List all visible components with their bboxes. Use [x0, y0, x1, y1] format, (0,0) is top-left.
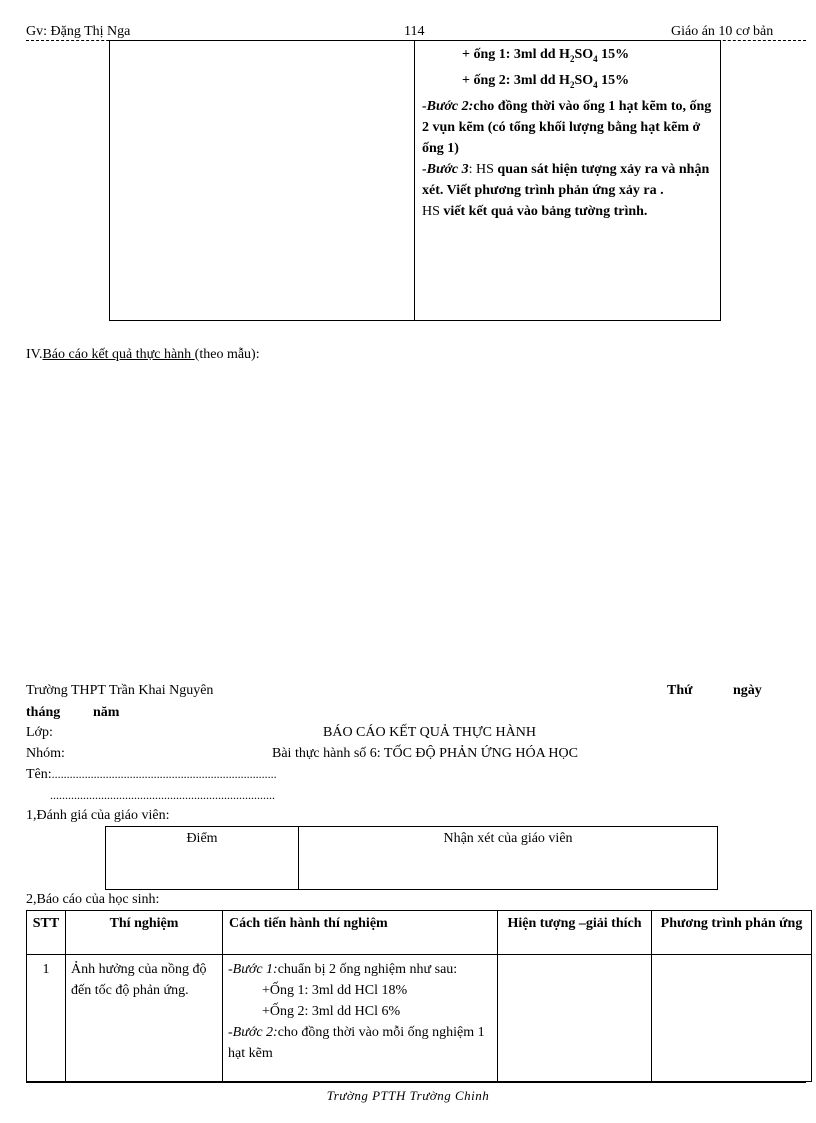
row-stt: 1 — [27, 955, 66, 1082]
teacher-eval-table — [105, 826, 718, 890]
header-course: Giáo án 10 cơ bản — [671, 24, 774, 39]
report-title: BÁO CÁO KẾT QUẢ THỰC HÀNH — [323, 725, 536, 740]
student-report-label: 2,Báo cáo của học sinh: — [26, 892, 160, 907]
procedure-table-divider — [414, 40, 415, 321]
tube2-line: + ống 2: 3ml dd $H_2SO_4$ 15% — [462, 72, 630, 90]
label-nhom: Nhóm: — [26, 746, 65, 761]
col-equation: Phương trình phản ứng — [652, 911, 812, 955]
tube1-line: + ống 1: 3ml dd $H_2SO_4$ 15% — [462, 47, 630, 64]
procedure-text — [422, 44, 718, 222]
step3: -Bước 3: HS quan sát hiện tượng xảy ra và nhận xét. Viết phương trình phản ứng xảy ra . — [422, 161, 710, 198]
col-method: Cách tiến hành thí nghiệm — [223, 911, 498, 955]
footer-text: Trường PTTH Trường Chinh — [326, 1088, 490, 1103]
row-experiment: Ảnh hưởng của nồng độ đến tốc độ phản ứng. — [66, 955, 223, 1082]
step2: -Bước 2:cho đồng thời vào ống 1 hạt kẽm to, ống 2 vụn kẽm (có tổng khối lượng bằng hạt kẽm ở ống 1) — [422, 98, 712, 156]
score-header: Điểm — [106, 827, 299, 890]
header-teacher: Gv: Đặng Thị Nga — [26, 24, 131, 39]
teacher-eval-label: 1,Đánh giá của giáo viên: — [26, 808, 170, 823]
section-4-heading: IV.Báo cáo kết quả thực hành (theo mẫu): — [26, 347, 260, 362]
comment-header: Nhận xét của giáo viên — [299, 827, 718, 890]
row-equation — [652, 955, 812, 1082]
date-thang: tháng — [26, 705, 61, 720]
page-number: 114 — [404, 24, 425, 39]
row-method: -Bước 1:chuẩn bị 2 ống nghiệm như sau: +Ống 1: 3ml dd HCl 18% +Ống 2: 3ml dd HCl 6% -Bước 2:cho đồng thời vào mỗi ống nghiệm 1 hạt kẽm — [223, 955, 498, 1082]
report-subtitle: Bài thực hành số 6: TỐC ĐỘ PHẢN ỨNG HÓA HỌC — [272, 746, 578, 761]
date-nam: năm — [93, 705, 120, 720]
footer-divider — [26, 1082, 806, 1083]
date-ngay: ngày — [733, 683, 762, 698]
name-dots: ........................................................................... — [50, 788, 275, 802]
label-lop: Lớp: — [26, 725, 53, 740]
row-phenomenon — [498, 955, 652, 1082]
date-thu: Thứ — [667, 683, 693, 698]
col-phenomenon: Hiện tượng –giải thích — [498, 911, 652, 955]
school-name: Trường THPT Trần Khai Nguyên — [26, 683, 214, 698]
col-experiment: Thí nghiệm — [66, 911, 223, 955]
result-note: HS viết kết quả vào bảng tường trình. — [422, 203, 648, 219]
table-row — [27, 955, 812, 1082]
student-report-table — [26, 910, 812, 1082]
label-ten: Tên:........................................................................... — [26, 767, 277, 782]
col-stt: STT — [27, 911, 66, 955]
